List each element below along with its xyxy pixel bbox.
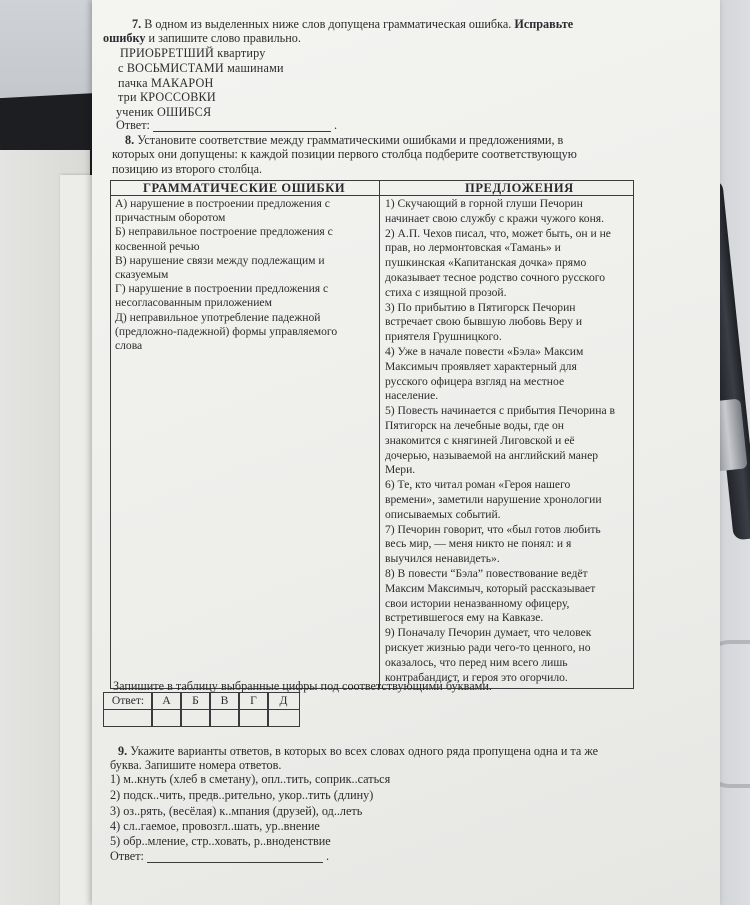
sentence-option-line: 8) В повести “Бэла” повествование ведёт — [385, 567, 588, 580]
q7-item: ПРИОБРЕТШИЙ квартиру — [120, 46, 266, 60]
answer-cell[interactable] — [238, 709, 269, 727]
sentence-option-line: доказывает тесное родство сочного русского — [385, 271, 606, 284]
sentence-option-line: прав, но лермонтовская «Тамань» и — [385, 241, 561, 255]
error-option-line: В) нарушение связи между подлежащим и — [115, 253, 325, 267]
error-option-line: слова — [115, 339, 143, 352]
answer-letter: Д — [267, 692, 300, 710]
answer-cell[interactable] — [267, 709, 300, 727]
sentence-option-line: Пятигорск на лечебные воды, где он — [385, 419, 564, 432]
sentence-option-line: описываемых событий. — [385, 507, 501, 521]
error-option-line: Б) неправильное построение предложения с — [115, 225, 333, 239]
sentence-option-line: стиха с изящной прозой. — [385, 285, 507, 299]
q9-option: 5) обр..мление, стр..ховать, р..вноденствие — [110, 834, 331, 848]
sentence-option-line: русского офицера взгляд на местное — [385, 374, 565, 388]
sentence-option-line: свои истории неназванному офицеру, — [385, 596, 570, 610]
sentence-option-line: 7) Печорин говорит, что «был готов любить — [385, 522, 601, 536]
table-divider — [379, 181, 380, 688]
answer-grid-label: Ответ: — [103, 692, 153, 710]
error-option-line: несогласованным приложением — [115, 296, 272, 310]
sentence-option-line: Максимыч проявляет характерный для — [385, 359, 577, 373]
answer-letter: В — [209, 692, 240, 710]
q7-item: три КРОССОВКИ — [118, 90, 216, 104]
sentence-option-line: 2) А.П. Чехов писал, что, может быть, он и не — [385, 226, 611, 240]
answer-grid-input-row — [103, 709, 299, 726]
q8-title: 8. Установите соответствие между грамматическими ошибками и предложениями, в — [125, 133, 564, 147]
q9-title-line2: буква. Запишите номера ответов. — [110, 758, 282, 772]
sentence-option-line: пушкинская «Капитанская дочка» прямо — [385, 256, 587, 270]
sentence-option-line: рискует жизнью ради чего-то ценного, но — [385, 641, 591, 654]
q9-option: 2) подск..чить, предв..рительно, укор..тить (длину) — [110, 788, 374, 802]
sentence-option-line: начинает свою службу с кражи чужого коня. — [385, 211, 605, 225]
column-header-errors: ГРАММАТИЧЕСКИЕ ОШИБКИ — [143, 181, 346, 195]
error-option-line: косвенной речью — [115, 239, 200, 253]
sentence-option-line: дочерью, называемой на английский манер — [385, 448, 599, 462]
answer-letter: Г — [238, 692, 269, 710]
q7-answer-line: Ответ: . — [116, 118, 338, 132]
sentence-option-line: Максим Максимыч, который рассказывает — [385, 581, 596, 595]
answer-cell[interactable] — [151, 709, 182, 727]
matching-table — [110, 180, 634, 689]
q7-item: с ВОСЬМИСТАМИ машинами — [118, 61, 284, 75]
q7-item: пачка МАКАРОН — [118, 76, 214, 90]
answer-letter: А — [151, 692, 182, 710]
q7-title: 7. В одном из выделенных ниже слов допущена грамматическая ошибка. Исправьте — [132, 17, 574, 31]
sentence-option-line: выучился ненавидеть». — [385, 552, 500, 566]
answer-cell[interactable] — [209, 709, 240, 727]
q7-item: ученик ОШИБСЯ — [116, 105, 212, 119]
answer-letter: Б — [180, 692, 211, 710]
answer-grid-header-row — [103, 692, 299, 709]
sentence-option-line: 9) Поначалу Печорин думает, что человек — [385, 626, 592, 640]
column-header-sentences: ПРЕДЛОЖЕНИЯ — [465, 181, 574, 195]
error-option-line: А) нарушение в построении предложения с — [115, 197, 330, 210]
sentence-option-line: встречает свою бывшую любовь Веру и — [385, 315, 583, 329]
error-option-line: причастным оборотом — [115, 211, 226, 225]
error-option-line: Г) нарушение в построении предложения с — [115, 282, 329, 296]
sentence-option-line: контрабандист, и героя это огорчило. — [385, 670, 568, 684]
sentence-option-line: 1) Скучающий в горной глуши Печорин — [385, 197, 583, 210]
q8-answer-grid — [103, 692, 299, 726]
q9-option: 1) м..кнуть (хлеб в сметану), опл..тить, соприк..саться — [110, 772, 391, 786]
sentence-option-line: 5) Повесть начинается с прибытия Печорина в — [385, 404, 615, 418]
q7-answer-field[interactable] — [153, 119, 331, 132]
sentence-option-line: 6) Те, кто читал роман «Героя нашего — [385, 478, 571, 492]
answer-grid-empty — [103, 709, 153, 727]
sentence-option-line: знакомится с княгиней Лиговской и её — [385, 433, 575, 447]
sentence-option-line: весь мир, — меня никто не понял: и я — [385, 537, 572, 551]
q9-option: 3) оз..рять, (весёлая) к..мпания (друзей), од..леть — [110, 804, 363, 818]
sentence-option-line: оказалось, что перед ним всего лишь — [385, 655, 568, 669]
error-option-line: Д) неправильное употребление падежной — [115, 310, 321, 324]
q9-answer-line: Ответ: . — [110, 849, 330, 863]
error-option-line: сказуемым — [115, 268, 169, 281]
q8-title-line: позицию из второго столбца. — [112, 162, 263, 176]
q9-title: 9. Укажите варианты ответов, в которых во всех словах одного ряда пропущена одна и та же — [118, 744, 599, 758]
q8-table-instruction: Запишите в таблицу выбранные цифры под соответствующими буквами. — [113, 679, 492, 693]
sentence-option-line: приятеля Грушницкого. — [385, 330, 502, 344]
sentence-option-line: Мери. — [385, 463, 416, 477]
answer-cell[interactable] — [180, 709, 211, 727]
q7-title-line2: ошибку и запишите слово правильно. — [103, 31, 301, 45]
sentence-option-line: население. — [385, 389, 439, 403]
q9-option: 4) сл..гаемое, провозгл..шать, ур..внение — [110, 819, 320, 833]
sentence-option-line: встретившегося ему на Кавказе. — [385, 611, 544, 625]
q9-answer-field[interactable] — [147, 850, 323, 863]
error-option-line: (предложно-падежной) формы управляемого — [115, 324, 338, 338]
sentence-option-line: 3) По прибытию в Пятигорск Печорин — [385, 300, 576, 314]
sentence-option-line: времени», заметили нарушение хронологии — [385, 493, 602, 506]
sentence-option-line: 4) Уже в начале повести «Бэла» Максим — [385, 345, 584, 358]
q8-title-line: которых они допущены: к каждой позиции первого столбца подберите соответствующую — [112, 147, 577, 161]
